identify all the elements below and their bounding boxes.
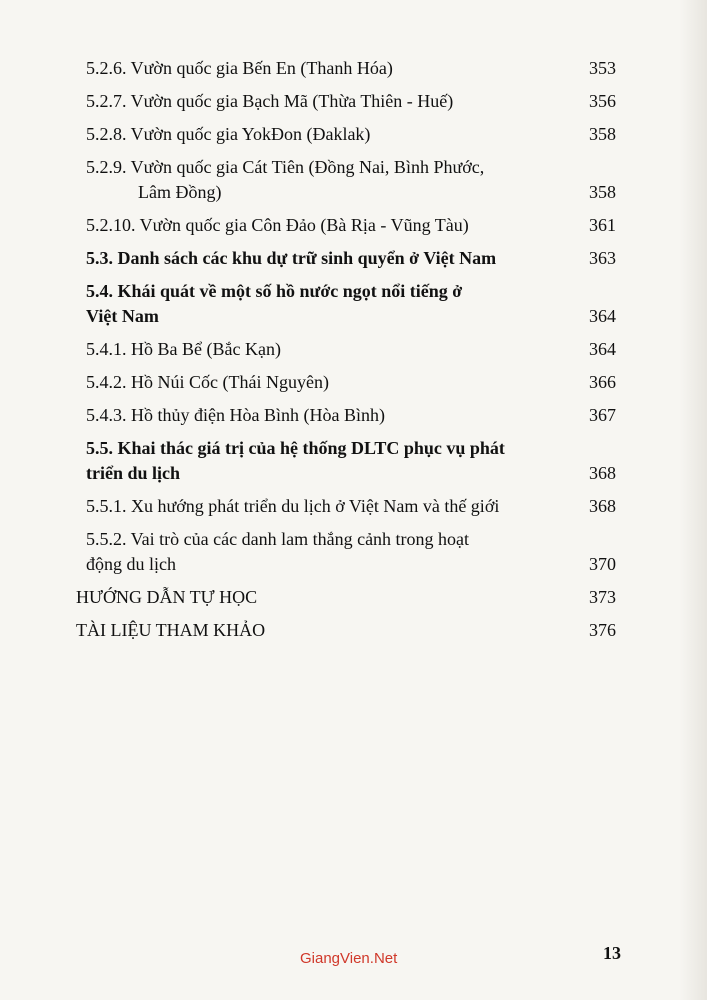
table-of-contents <box>76 56 616 651</box>
toc-entry <box>86 89 616 114</box>
toc-entry-page: 364 <box>589 306 616 326</box>
toc-entry <box>86 436 616 486</box>
toc-entry-title: 5.4.1. Hồ Ba Bể (Bắc Kạn) <box>86 339 281 359</box>
toc-entry-title-line1: 5.5. Khai thác giá trị của hệ thống DLTC phục vụ phát <box>86 438 505 458</box>
toc-entry-title-line1: 5.5.2. Vai trò của các danh lam thắng cảnh trong hoạt <box>86 529 470 549</box>
toc-entry <box>86 403 616 428</box>
toc-entry <box>76 618 616 643</box>
toc-entry-title: HƯỚNG DẪN TỰ HỌC <box>76 587 258 607</box>
toc-entry <box>86 337 616 362</box>
toc-entry-page: 361 <box>589 215 616 235</box>
toc-entry-title: 5.4.2. Hồ Núi Cốc (Thái Nguyên) <box>86 372 329 392</box>
toc-entry-title: TÀI LIỆU THAM KHẢO <box>76 620 266 640</box>
toc-entry-page: 358 <box>589 124 616 144</box>
toc-entry <box>86 370 616 395</box>
toc-entry-title <box>86 527 556 577</box>
toc-entry-title-line2: động du lịch <box>86 554 176 574</box>
toc-entry-page: 363 <box>589 248 616 268</box>
toc-entry-title: 5.2.7. Vườn quốc gia Bạch Mã (Thừa Thiên - Huế) <box>86 91 454 111</box>
toc-entry-title: 5.5.1. Xu hướng phát triển du lịch ở Việt Nam và thế giới <box>86 496 500 516</box>
toc-entry <box>86 494 616 519</box>
toc-entry-page: 370 <box>589 554 616 574</box>
toc-entry-page: 356 <box>589 91 616 111</box>
toc-entry-title-line2: Lâm Đồng) <box>138 182 222 202</box>
toc-entry-title: 5.2.6. Vườn quốc gia Bến En (Thanh Hóa) <box>86 58 393 78</box>
toc-entry <box>76 585 616 610</box>
toc-entry-title-line2: Việt Nam <box>86 306 159 326</box>
toc-entry-title: 5.2.8. Vườn quốc gia YokĐon (Đaklak) <box>86 124 371 144</box>
toc-entry-page: 367 <box>589 405 616 425</box>
toc-entry-title <box>86 155 556 205</box>
toc-entry <box>86 122 616 147</box>
toc-entry-title <box>86 436 556 486</box>
toc-entry-page: 364 <box>589 339 616 359</box>
toc-entry-title-line2: triển du lịch <box>86 463 181 483</box>
toc-entry <box>86 527 616 577</box>
page-edge-shadow <box>679 0 707 1000</box>
toc-entry <box>86 155 616 205</box>
toc-entry-title: 5.3. Danh sách các khu dự trữ sinh quyển ở Việt Nam <box>86 248 497 268</box>
toc-entry <box>86 246 616 271</box>
page-number: 13 <box>603 943 621 963</box>
watermark-text: GiangVien.Net <box>300 950 398 967</box>
toc-entry-title-line1: 5.4. Khái quát về một số hồ nước ngọt nổi tiếng ở <box>86 281 463 301</box>
toc-entry-title: 5.4.3. Hồ thủy điện Hòa Bình (Hòa Bình) <box>86 405 385 425</box>
toc-entry-page: 358 <box>589 182 616 202</box>
toc-entry-title: 5.2.10. Vườn quốc gia Côn Đảo (Bà Rịa - Vũng Tàu) <box>86 215 469 235</box>
toc-entry-page: 366 <box>589 372 616 392</box>
toc-entry-title-line1: 5.2.9. Vườn quốc gia Cát Tiên (Đồng Nai, Bình Phước, <box>86 157 485 177</box>
toc-entry-page: 373 <box>589 587 616 607</box>
toc-entry <box>86 279 616 329</box>
toc-entry-title <box>86 279 556 329</box>
toc-entry-page: 368 <box>589 463 616 483</box>
toc-entry-page: 353 <box>589 58 616 78</box>
toc-entry-page: 368 <box>589 496 616 516</box>
toc-entry <box>86 213 616 238</box>
toc-entry-page: 376 <box>589 620 616 640</box>
toc-entry <box>86 56 616 81</box>
